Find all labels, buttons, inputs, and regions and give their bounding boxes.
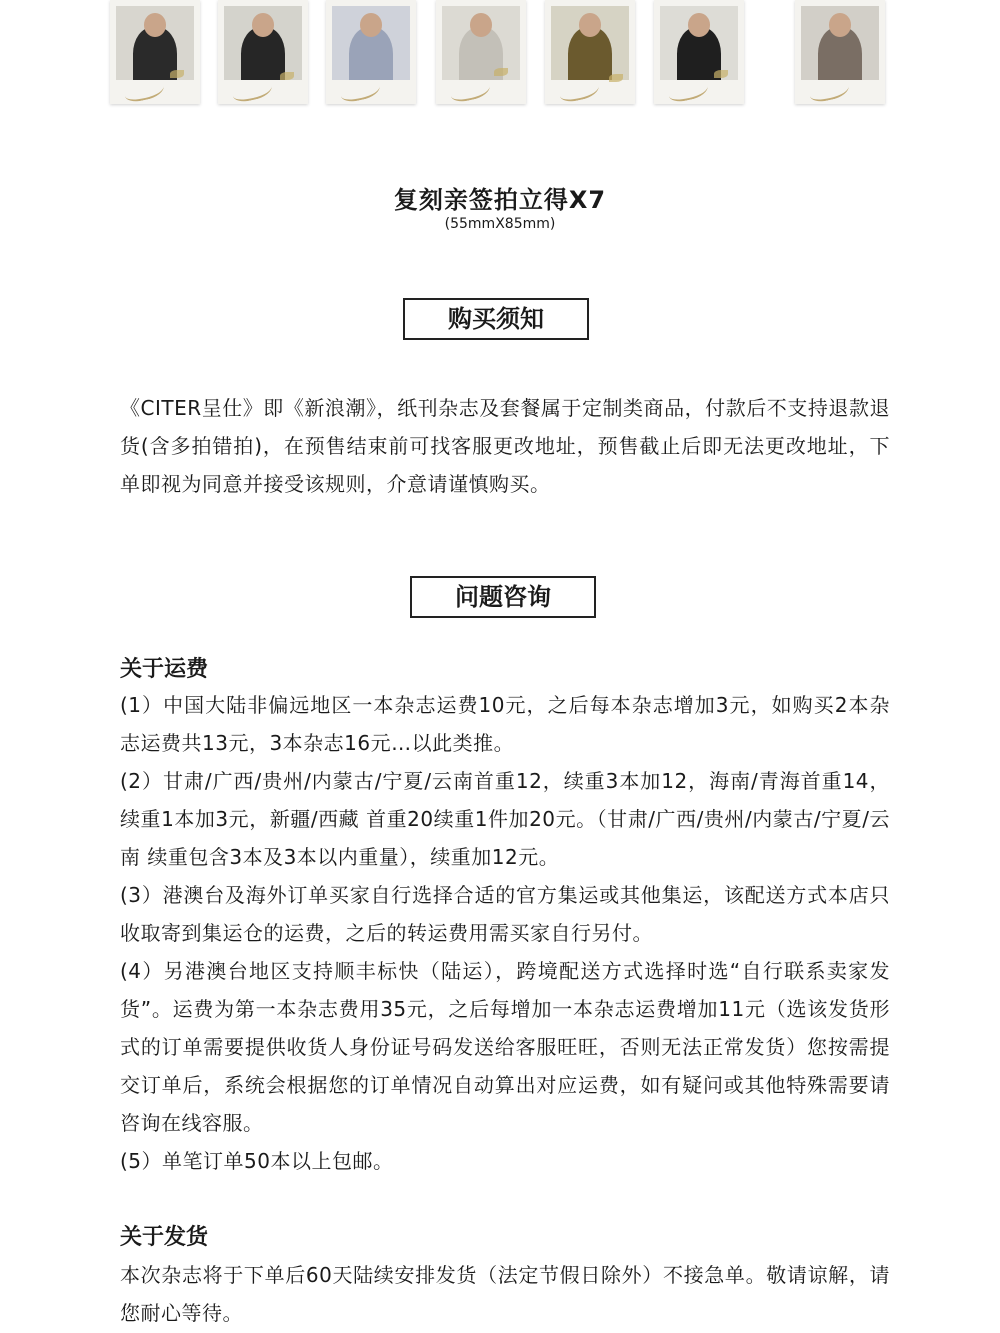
shipping-item: (2）甘肃/广西/贵州/内蒙古/宁夏/云南首重12，续重3本加12，海南/青海首重14，续重1本加3元，新疆/西藏 首重20续重1件加20元。（甘肃/广西/贵州/内蒙古/宁夏/云南 续重包含3本及3本以内重量），续重加12元。 — [120, 769, 890, 869]
polaroid-photo — [545, 0, 635, 104]
purchase-notice-text: 《CITER呈仕》即《新浪潮》，纸刊杂志及套餐属于定制类商品，付款后不支持退款退货(含多拍错拍)，在预售结束前可找客服更改地址，预售截止后即无法更改地址，下单即视为同意并接受该规则，介意请谨慎购买。 — [120, 396, 890, 496]
shipping-item: (3）港澳台及海外订单买家自行选择合适的官方集运或其他集运，该配送方式本店只收取寄到集运仓的运费，之后的转运费用需买家自行另付。 — [120, 883, 890, 945]
polaroid-photo — [218, 0, 308, 104]
photo-area — [116, 6, 194, 80]
polaroid-strip — [0, 0, 1000, 110]
photo-area — [660, 6, 738, 80]
photo-area — [551, 6, 629, 80]
photo-area — [442, 6, 520, 80]
delivery-text — [120, 1256, 890, 1332]
photo-area — [224, 6, 302, 80]
shipping-item: (5）单笔订单50本以上包邮。 — [120, 1149, 394, 1173]
polaroid-photo — [326, 0, 416, 104]
photo-area — [801, 6, 879, 80]
polaroid-photo — [795, 0, 885, 104]
polaroid-photo — [654, 0, 744, 104]
photo-area — [332, 6, 410, 80]
product-size: (55mmX85mm) — [444, 216, 556, 232]
delivery-paragraph: 本次杂志将于下单后60天陆续安排发货（法定节假日除外）不接急单。敬请谅解，请您耐心等待。 — [120, 1263, 890, 1325]
delivery-heading: 关于发货 — [120, 1225, 209, 1250]
shipping-heading: 关于运费 — [120, 657, 209, 682]
polaroid-photo — [436, 0, 526, 104]
polaroid-photo — [110, 0, 200, 104]
shipping-list — [120, 686, 890, 1180]
shipping-item: (4）另港澳台地区支持顺丰标快（陆运），跨境配送方式选择时选“自行联系卖家发货”。运费为第一本杂志费用35元，之后每增加一本杂志运费增加11元（选该发货形式的订单需要提供收货人身份证号码发送给客服旺旺，否则无法正常发货）您按需提交订单后，系统会根据您的订单情况自动算出对应运费，如有疑问或其他特殊需要请咨询在线容服。 — [120, 959, 890, 1135]
product-title: 复刻亲签拍立得X7 — [393, 186, 607, 214]
purchase-notice-heading: 购买须知 — [403, 298, 589, 340]
shipping-item: (1）中国大陆非偏远地区一本杂志运费10元，之后每本杂志增加3元，如购买2本杂志运费共13元，3本杂志16元…以此类推。 — [120, 693, 890, 755]
faq-heading: 问题咨询 — [410, 576, 596, 618]
